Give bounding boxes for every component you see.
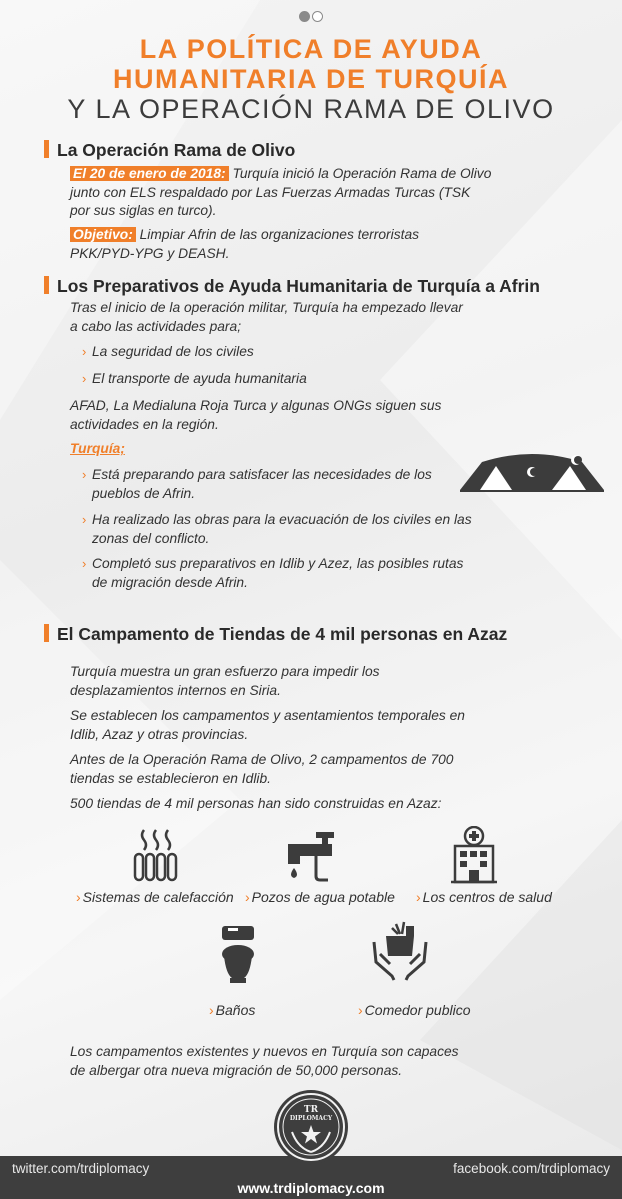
seal-text-diplomacy: DIPLOMACY: [289, 1115, 333, 1122]
seal-text-tr: TR: [303, 1105, 319, 1115]
label-water: › Pozos de agua potable: [245, 889, 395, 905]
camp-paragraph-3: [70, 751, 590, 788]
food-box-icon: [372, 920, 428, 982]
icon-label-text: Baños: [215, 1002, 256, 1018]
turquia-highlight: Turquía;: [70, 441, 125, 456]
text-line: desplazamientos internos en Siria.: [70, 682, 281, 698]
text-line: AFAD, La Medialuna Roja Turca y algunas ONGs siguen sus: [70, 398, 442, 413]
page-indicator[interactable]: [0, 8, 622, 26]
page-dot[interactable]: [312, 11, 323, 22]
heading-bar: [44, 624, 49, 642]
text-line: Antes de la Operación Rama de Olivo, 2 campamentos de 700: [70, 752, 454, 767]
text-line: Tras el inicio de la operación militar, Turquía ha empezado llevar: [70, 300, 463, 315]
title-line-3: Y LA OPERACIÓN RAMA DE OLIVO: [67, 94, 555, 124]
hospital-icon: [449, 826, 499, 884]
icon-label-text: Los centros de salud: [422, 889, 552, 905]
section-heading-preparations: [44, 276, 540, 297]
bullet-text: La seguridad de los civiles: [92, 344, 254, 359]
camp-paragraph-2: [70, 707, 590, 744]
turquia-label: [70, 440, 125, 459]
bullet-text: Completó sus preparativos en Idlib y Azez, las posibles rutas: [92, 556, 464, 571]
objective-highlight: Objetivo:: [70, 227, 136, 242]
label-toilets: › Baños: [209, 1002, 256, 1018]
text-line: Turquía inició la Operación Rama de Olivo: [228, 166, 492, 181]
text-line: junto con ELS respaldado por Las Fuerzas Armadas Turcas (TSK: [70, 184, 471, 200]
list-item: › Está preparando para satisfacer las necesidades de los pueblos de Afrin.: [82, 467, 432, 501]
text-line: Turquía muestra un gran esfuerzo para impedir los: [70, 664, 380, 679]
icon-label-text: Sistemas de calefacción: [82, 889, 234, 905]
facebook-link[interactable]: facebook.com/trdiplomacy: [453, 1161, 610, 1176]
bullet-text: pueblos de Afrin.: [92, 485, 196, 501]
bullet-text: zonas del conflicto.: [92, 530, 210, 546]
camp-paragraph-1: [70, 663, 590, 700]
icon-label-text: Pozos de agua potable: [251, 889, 395, 905]
twitter-link[interactable]: twitter.com/trdiplomacy: [12, 1161, 150, 1176]
website-link[interactable]: www.trdiplomacy.com: [237, 1180, 385, 1196]
text-line: por sus siglas en turco).: [70, 203, 217, 218]
toilet-icon: [218, 924, 258, 984]
bullet-text: de migración desde Afrin.: [92, 574, 248, 590]
tent-icon: [460, 442, 605, 494]
bullet-text: Está preparando para satisfacer las necesidades de los: [92, 467, 432, 482]
closing-paragraph: [70, 1043, 590, 1080]
list-item: › Completó sus preparativos en Idlib y Azez, las posibles rutas de migración desde Afrin.: [82, 556, 464, 590]
text-line: actividades en la región.: [70, 416, 219, 432]
heading-text: La Operación Rama de Olivo: [57, 140, 296, 160]
date-highlight: El 20 de enero de 2018:: [70, 166, 229, 181]
text-line: 500 tiendas de 4 mil personas han sido construidas en Azaz:: [70, 796, 442, 811]
heading-bar: [44, 140, 49, 158]
text-line: Se establecen los campamentos y asentamientos temporales en: [70, 708, 465, 723]
water-tap-icon: [286, 830, 338, 882]
label-health: › Los centros de salud: [416, 889, 552, 905]
label-heating: › Sistemas de calefacción: [76, 889, 234, 905]
text-line: Limpiar Afrin de las organizaciones terroristas: [135, 227, 420, 242]
heading-text: El Campamento de Tiendas de 4 mil personas en Azaz: [57, 624, 508, 644]
objective-paragraph: [70, 226, 590, 263]
list-item: › El transporte de ayuda humanitaria: [82, 371, 307, 386]
bullet-text: Ha realizado las obras para la evacuación de los civiles en las: [92, 512, 472, 527]
bullet-text: El transporte de ayuda humanitaria: [92, 371, 307, 386]
heading-text: Los Preparativos de Ayuda Humanitaria de Turquía a Afrin: [57, 276, 540, 296]
text-line: Idlib, Azaz y otras provincias.: [70, 726, 249, 742]
title-line-2: HUMANITARIA DE TURQUÍA: [113, 64, 509, 94]
section-heading-operation: [44, 140, 295, 161]
title-line-1: LA POLÍTICA DE AYUDA: [139, 34, 483, 64]
list-item: › La seguridad de los civiles: [82, 344, 254, 359]
page-dot-active[interactable]: [299, 11, 310, 22]
icon-label-text: Comedor publico: [364, 1002, 471, 1018]
text-line: a cabo las actividades para;: [70, 318, 242, 334]
heater-icon: [132, 828, 180, 884]
text-line: tiendas se establecieron en Idlib.: [70, 770, 271, 786]
camp-paragraph-4: [70, 795, 590, 814]
list-item: › Ha realizado las obras para la evacuación de los civiles en las zonas del conflicto.: [82, 512, 472, 546]
text-line: de albergar otra nueva migración de 50,000 personas.: [70, 1062, 403, 1078]
afad-paragraph: [70, 397, 590, 434]
text-line: Los campamentos existentes y nuevos en Turquía son capaces: [70, 1044, 459, 1059]
section-heading-camp: [44, 624, 507, 645]
text-line: PKK/PYD-YPG y DEASH.: [70, 245, 230, 261]
heading-bar: [44, 276, 49, 294]
operation-paragraph: [70, 165, 590, 221]
preparations-intro: [70, 299, 590, 336]
label-dining: › Comedor publico: [358, 1002, 471, 1018]
tr-diplomacy-seal-logo: [272, 1088, 350, 1166]
